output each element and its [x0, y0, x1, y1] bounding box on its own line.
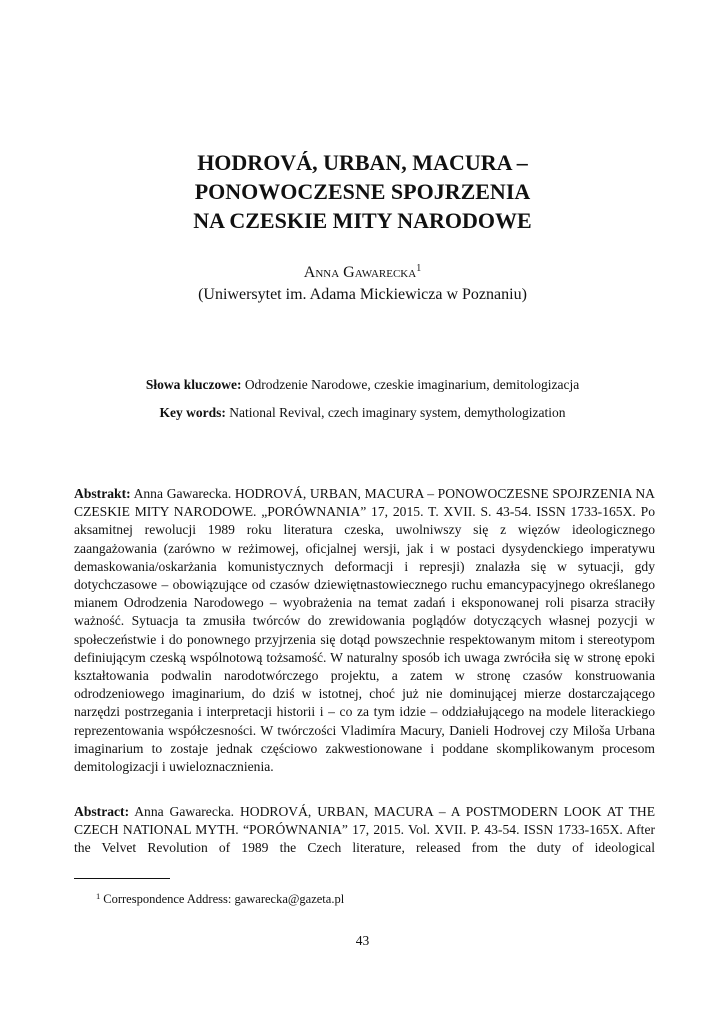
title-line-3: NA CZESKIE MITY NARODOWE [193, 208, 532, 233]
abstract-english-label: Abstract: [74, 804, 130, 819]
footnote-text: Correspondence Address: gawarecka@gazeta.pl [103, 892, 345, 906]
author-name-line [0, 262, 725, 284]
keywords-polish-label: Słowa kluczowe: [145, 377, 242, 392]
abstract-polish [74, 485, 655, 776]
page-number: 43 [355, 933, 370, 948]
keywords-english-text: National Revival, czech imaginary system, demythologization [225, 405, 566, 420]
author-footnote-mark: 1 [416, 263, 422, 274]
abstract-english [74, 803, 655, 865]
abstract-polish-text: Anna Gawarecka. HODROVÁ, URBAN, MACURA – PONOWOCZESNE SPOJRZENIA NA CZESKIE MITY NARODOWE. „PORÓWNANIA” 17, 2015. T. XVII. S. 43-54. ISSN 1733-165X. Po aksamitnej rewolucji 1989 roku literatura czeska, uwolniwszy się z więzów ideologicznego zaangażowania (zarówno w reżimowej, oficjalnej wersji, jak i w postaci dysydenckiego imperatywu demaskowania/oskarżania komunistycznych deformacji i represji) znalazła się w sytuacji, gdy dotychczasowe – obowiązujące od czasów dziewiętnastowiecznego ruchu emancypacyjnego określanego mianem Odrodzenia Narodowego – wyobrażenia na temat zadań i eksponowanej roli pisarza straciły ważność. Sytuacja ta zmusiła twórców do zrewidowania poglądów dotyczących własnej pozycji w społeczeństwie i do ponownego przyjrzenia się dotąd powszechnie respektowanym mitom i stereotypom definiującym czeską wspólnotową tożsamość. W naturalny sposób ich uwaga zwróciła się w stronę epoki kształtowania podwalin narodotwórczego projektu, a zatem w stronę czasów konstruowania odrodzeniowego imaginarium, do dziś w istotnej, choć już nie dominującej mierze dostarczającego narzędzi postrzegania i interpretacji historii i – co za tym idzie – oddziałującego na modele literackiego reprezentowania współczesności. W twórczości Vladimíra Macury, Danieli Hodrovej czy Miloša Urbana imaginarium to zostaje jednak częściowo zakwestionowane i poddane skomplikowanym procesom demitologizacji i uwieloznacznienia. [74, 486, 655, 775]
author-name: Anna Gawarecka [303, 264, 417, 281]
author-block [0, 262, 725, 306]
title-line-2: PONOWOCZESNE SPOJRZENIA [194, 179, 531, 204]
abstract-polish-label: Abstrakt: [74, 486, 131, 501]
author-affiliation: (Uniwersytet im. Adama Mickiewicza w Poznaniu) [198, 286, 527, 303]
footnote-divider [74, 878, 170, 879]
article-title [0, 148, 725, 235]
keywords-english [0, 404, 725, 422]
keywords-polish-text: Odrodzenie Narodowe, czeskie imaginarium, demitologizacja [241, 377, 580, 392]
footnote-mark: 1 [96, 891, 101, 901]
footnote [96, 891, 344, 907]
keywords-english-label: Key words: [159, 405, 226, 420]
title-line-1: HODROVÁ, URBAN, MACURA – [197, 150, 528, 175]
abstract-english-text: Anna Gawarecka. HODROVÁ, URBAN, MACURA – A POSTMODERN LOOK AT THE CZECH NATIONAL MYTH. “PORÓWNANIA” 17, 2015. Vol. XVII. P. 43-54. ISSN 1733-165X. After the Velvet Revolution of 1989 the Czech literature, released from the duty of ideological [74, 804, 655, 856]
keywords-polish [0, 376, 725, 394]
